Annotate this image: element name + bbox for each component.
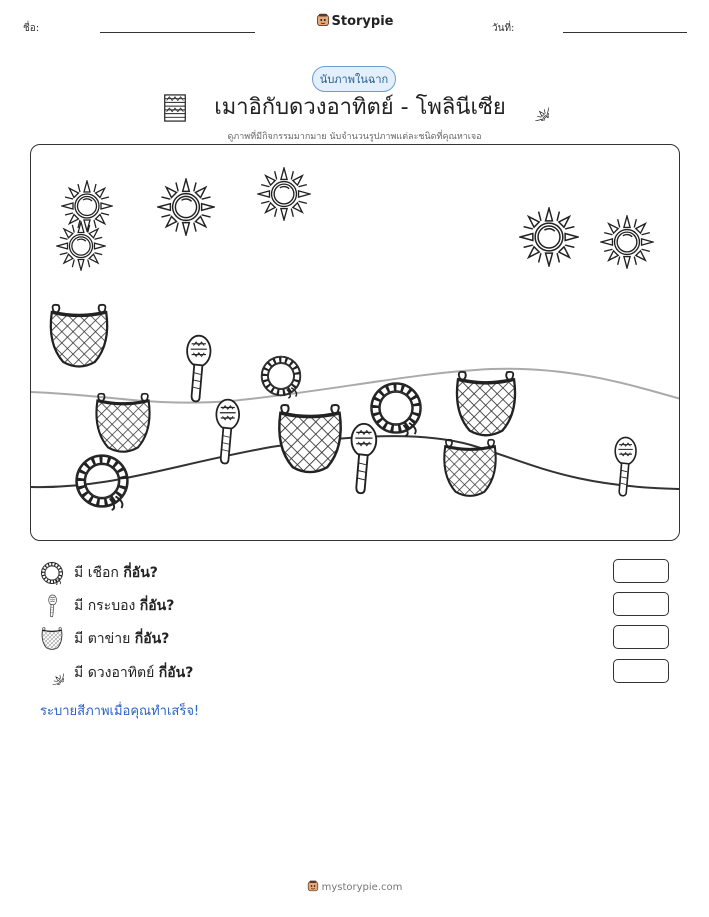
sun-icon [521, 93, 549, 121]
scene-panel [30, 144, 680, 541]
question-row-can [40, 594, 680, 618]
scene-sun-icon [158, 179, 214, 235]
footer [0, 880, 709, 893]
answer-box-rope[interactable] [613, 559, 669, 583]
scene-net-icon [279, 405, 340, 472]
scene-sun-icon [520, 208, 578, 266]
page-title: เมาอิกับดวงอาทิตย์ - โพลินีเซีย [214, 95, 506, 120]
scene-net-icon [444, 440, 495, 496]
answer-box-can[interactable] [613, 592, 669, 616]
activity-badge: นับภาพในฉาก [312, 66, 396, 92]
question-text: มี ดวงอาทิตย์ กี่อัน? [74, 665, 194, 681]
sun-icon [40, 661, 64, 685]
instructions: ดูภาพที่มีกิจกรรมมากมาย นับจำนวนรูปภาพแต่ละชนิดที่คุณหาเจอ [227, 132, 482, 142]
net-icon [40, 627, 64, 651]
storypie-logo-icon [316, 13, 330, 27]
question-text: มี เชือก กี่อัน? [74, 565, 158, 581]
question-text: มี กระบอง กี่อัน? [74, 598, 175, 614]
name-field-line[interactable] [100, 32, 255, 33]
scene-net-icon [51, 305, 107, 367]
name-label: ชื่อ: [23, 23, 40, 34]
can-icon [40, 594, 64, 618]
answer-box-net[interactable] [613, 625, 669, 649]
storypie-logo-icon [307, 880, 319, 892]
coloring-note: ระบายสีภาพเมื่อคุณทำเสร็จ! [40, 704, 200, 719]
question-row-rope [40, 561, 680, 585]
scene-sun-icon [601, 216, 653, 268]
date-field-line[interactable] [563, 32, 687, 33]
brand-name: Storypie [331, 14, 394, 29]
scene-can-icon [352, 424, 377, 493]
scene-illustration [31, 145, 680, 541]
question-text: มี ตาข่าย กี่อัน? [74, 631, 170, 647]
scene-rope-icon [261, 356, 301, 398]
scene-sun-icon [57, 222, 105, 270]
scene-rope-icon [371, 383, 421, 436]
scene-net-icon [457, 372, 515, 435]
question-row-net [40, 627, 680, 651]
date-label: วันที่: [492, 23, 515, 34]
wave-line-upper [31, 369, 680, 403]
brand [0, 13, 709, 29]
scene-sun-icon [62, 181, 112, 231]
answer-box-sun[interactable] [613, 659, 669, 683]
scene-sun-icon [258, 168, 310, 220]
scene-can-icon [187, 336, 210, 402]
question-row-sun [40, 661, 680, 685]
scene-net-icon [96, 394, 149, 452]
footer-url[interactable]: mystorypie.com [321, 882, 403, 893]
rope-icon [40, 561, 64, 585]
